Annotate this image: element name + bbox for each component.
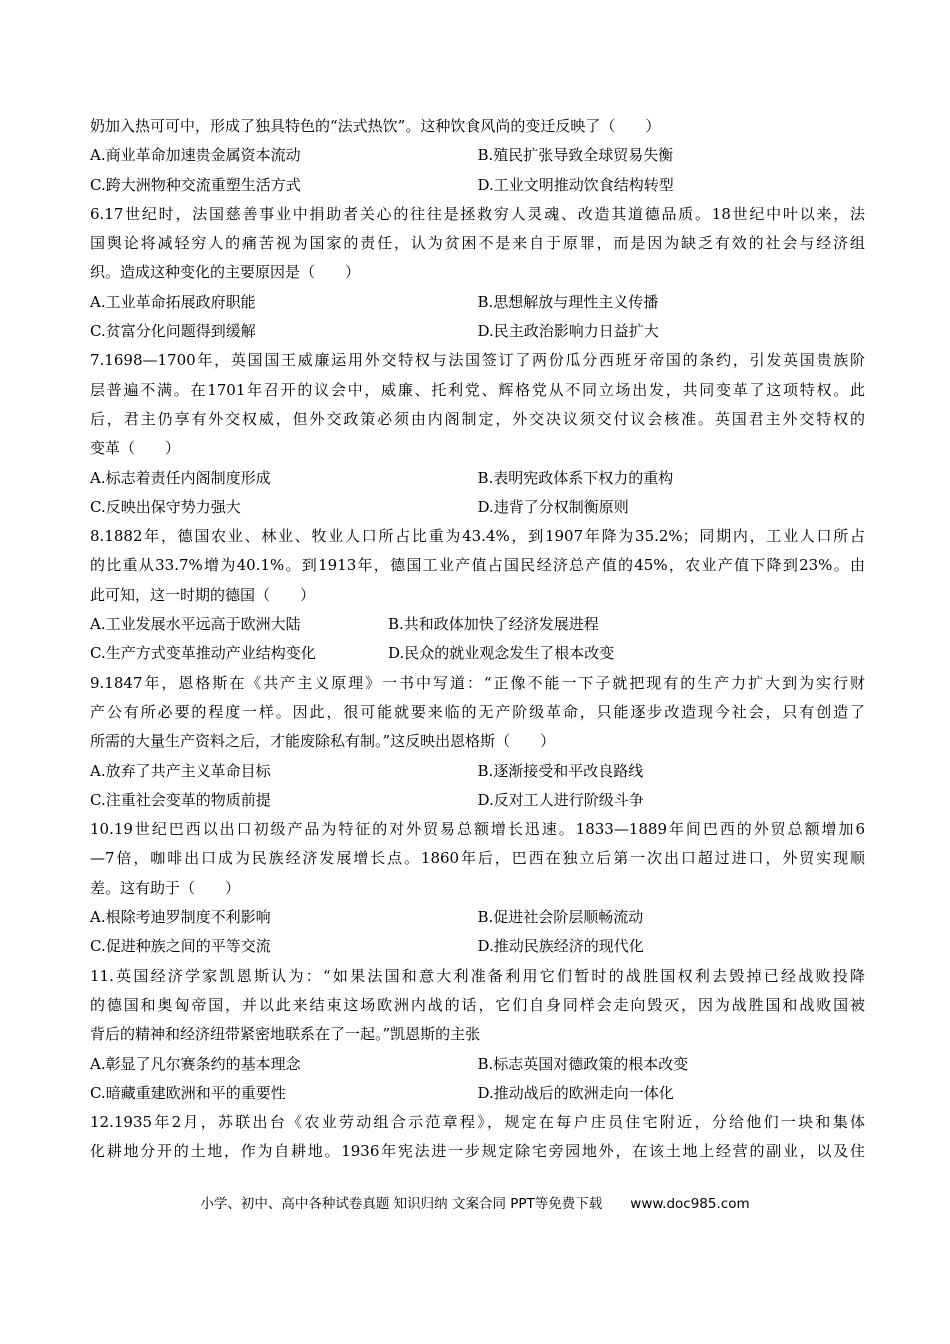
q9-option-a: A.放弃了共产主义革命目标 [90, 761, 271, 780]
q11-stem-line-2: 的德国和奥匈帝国，并以此来结束这场欧洲内战的话，它们自身同样会走向毁灭，因为战胜国和战败国被 [90, 995, 865, 1014]
q8-option-a: A.工业发展水平远高于欧洲大陆 [90, 615, 301, 634]
q10-options-row-1 [90, 903, 865, 932]
intro-option-b: B.殖民扩张导致全球贸易失衡 [477, 146, 674, 165]
q7-stem-line-1: 7.1698—1700年，英国国王威廉运用外交特权与法国签订了两份瓜分西班牙帝国的条约，引发英国贵族阶 [90, 351, 865, 370]
q9-stem-line-2: 产公有所必要的程度一样。因此，很可能就要来临的无产阶级革命，只能逐步改造现今社会，只有创造了 [90, 702, 865, 721]
q6-options-row-1 [90, 288, 865, 317]
q7-stem-line-3: 后，君主仍享有外交权威，但外交政策必须由内阁制定，外交决议须交付议会核准。英国君主外交特权的 [90, 409, 865, 428]
intro-option-a: A.商业革命加速贵金属资本流动 [90, 146, 301, 165]
q7-option-b: B.表明宪政体系下权力的重构 [477, 468, 674, 487]
q9-option-c: C.注重社会变革的物质前提 [90, 790, 271, 809]
q11-options-row-1 [90, 1050, 865, 1079]
q11-stem-line-1: 11.英国经济学家凯恩斯认为：“如果法国和意大利准备利用它们暂时的战胜国权利去毁掉已经战败投降 [90, 966, 865, 985]
q6-option-d: D.民主政治影响力日益扩大 [477, 322, 659, 341]
footer-url-link[interactable]: www.doc985.com [630, 1196, 750, 1212]
q6-stem-line-1: 6.17世纪时，法国慈善事业中捐助者关心的往往是拯救穷人灵魂、改造其道德品质。18世纪中叶以来，法 [90, 204, 865, 223]
q9-options-row-1 [90, 757, 865, 786]
q7-option-a: A.标志着责任内阁制度形成 [90, 468, 271, 487]
page-footer [0, 1192, 950, 1212]
q8-options-row-1 [90, 610, 865, 639]
q11-stem-line-3: 背后的精神和经济纽带紧密地联系在了一起。”凯恩斯的主张 [90, 1025, 481, 1044]
q6-option-c: C.贫富分化问题得到缓解 [90, 322, 256, 341]
intro-options-row-1 [90, 141, 865, 170]
intro-options-row-2 [90, 171, 865, 200]
intro-line: 奶加入热可可中，形成了独具特色的“法式热饮”。这种饮食风尚的变迁反映了（ ） [90, 117, 661, 135]
q8-stem-line-1: 8.1882年，德国农业、林业、牧业人口所占比重为43.4%，到1907年降为35.2%；同期内，工业人口所占 [90, 527, 865, 546]
q6-option-a: A.工业革命拓展政府职能 [90, 292, 256, 311]
q6-option-b: B.思想解放与理性主义传播 [477, 292, 659, 311]
q9-option-d: D.反对工人进行阶级斗争 [477, 790, 644, 809]
q10-stem-line-2: —7倍，咖啡出口成为民族经济发展增长点。1860年后，巴西在独立后第一次出口超过进口，外贸实现顺 [90, 849, 865, 868]
intro-option-c: C.跨大洲物种交流重塑生活方式 [90, 175, 301, 194]
intro-option-d: D.工业文明推动饮食结构转型 [477, 175, 674, 194]
q11-option-b: B.标志英国对德政策的根本改变 [477, 1054, 689, 1073]
q12-stem-line-2: 化耕地分开的土地，作为自耕地。1936年宪法进一步规定除宅旁园地外，在该土地上经营的副业，以及住 [90, 1142, 865, 1161]
q8-options-row-2 [90, 639, 865, 668]
q8-option-c: C.生产方式变革推动产业结构变化 [90, 644, 316, 663]
q11-option-a: A.彰显了凡尔赛条约的基本理念 [90, 1054, 301, 1073]
q8-stem-line-3: 此可知，这一时期的德国（ ） [90, 585, 316, 604]
footer-text: 小学、初中、高中各种试卷真题 知识归纳 文案合同 PPT等免费下载 [200, 1196, 603, 1212]
q10-option-a: A.根除考迪罗制度不利影响 [90, 908, 271, 927]
q7-stem-line-2: 层普遍不满。在1701年召开的议会中，威廉、托利党、辉格党从不同立场出发，共同变革了这项特权。此 [90, 380, 865, 399]
q6-options-row-2 [90, 317, 865, 346]
q9-stem-line-1: 9.1847年，恩格斯在《共产主义原理》一书中写道：“正像不能一下子就把现有的生产力扩大到为实行财 [90, 673, 865, 692]
q11-option-d: D.推动战后的欧洲走向一体化 [477, 1083, 674, 1102]
q9-option-b: B.逐渐接受和平改良路线 [477, 761, 644, 780]
q7-stem-line-4: 变革（ ） [90, 439, 181, 458]
q10-option-d: D.推动民族经济的现代化 [477, 937, 644, 956]
q8-option-d: D.民众的就业观念发生了根本改变 [388, 644, 615, 663]
q12-stem-line-1: 12.1935年2月，苏联出台《农业劳动组合示范章程》，规定在每户庄员住宅附近，分给他们一块和集体 [90, 1113, 865, 1132]
q11-options-row-2 [90, 1079, 865, 1108]
q9-stem-line-3: 所需的大量生产资料之后，才能废除私有制。”这反映出恩格斯（ ） [90, 732, 556, 751]
q10-option-b: B.促进社会阶层顺畅流动 [477, 908, 644, 927]
q9-options-row-2 [90, 786, 865, 815]
q10-option-c: C.促进种族之间的平等交流 [90, 937, 271, 956]
q7-option-c: C.反映出保守势力强大 [90, 497, 241, 516]
exam-page [90, 112, 865, 1167]
q7-options-row-2 [90, 493, 865, 522]
q7-option-d: D.违背了分权制衡原则 [477, 497, 629, 516]
q7-options-row-1 [90, 464, 865, 493]
q8-option-b: B.共和政体加快了经济发展进程 [388, 615, 599, 634]
q10-stem-line-3: 差。这有助于（ ） [90, 878, 241, 897]
q6-stem-line-3: 织。造成这种变化的主要原因是（ ） [90, 263, 361, 282]
q8-stem-line-2: 的比重从33.7%增为40.1%。到1913年，德国工业产值占国民经济总产值的45%，农业产值下降到23%。由 [90, 556, 865, 575]
q10-stem-line-1: 10.19世纪巴西以出口初级产品为特征的对外贸易总额增长迅速。1833—1889年间巴西的外贸总额增加6 [90, 820, 865, 839]
q6-stem-line-2: 国舆论将减轻穷人的痛苦视为国家的责任，认为贫困不是来自于原罪，而是因为缺乏有效的社会与经济组 [90, 234, 865, 253]
q10-options-row-2 [90, 932, 865, 961]
q11-option-c: C.暗藏重建欧洲和平的重要性 [90, 1083, 286, 1102]
